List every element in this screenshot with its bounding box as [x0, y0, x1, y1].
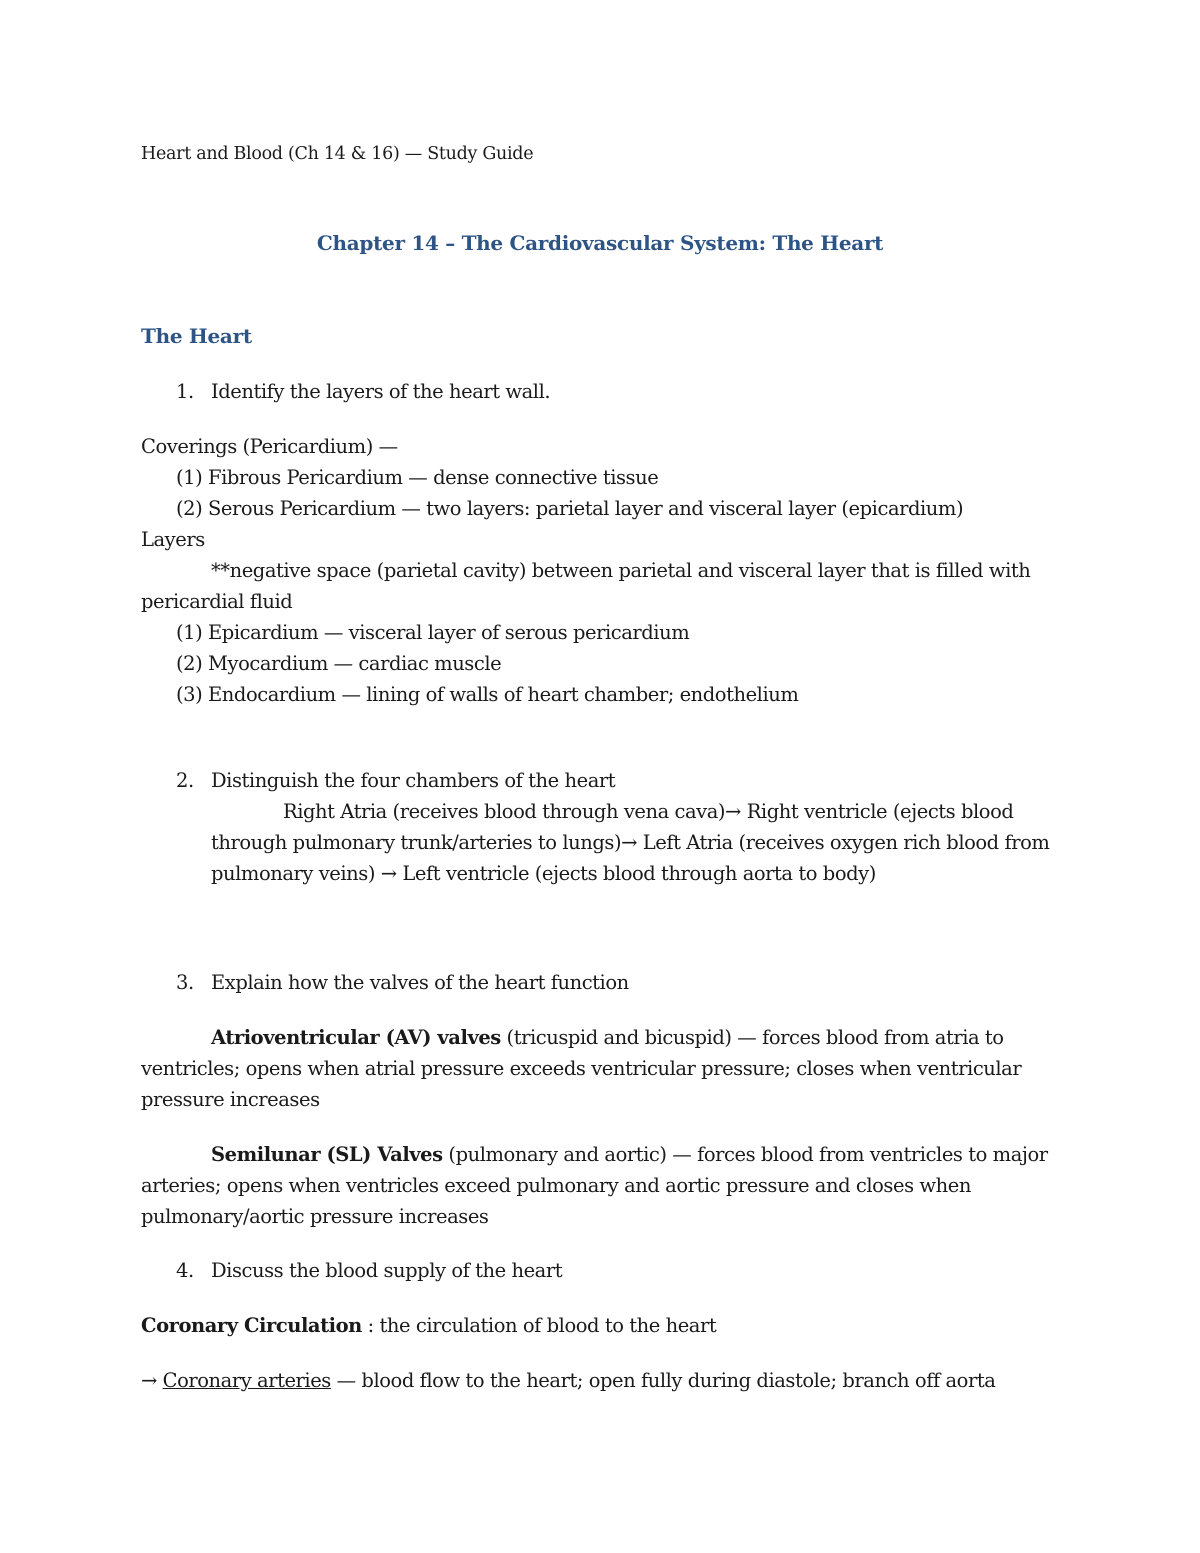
- av-valves-desc: (tricuspid and bicuspid) — forces blood from atria to: [500, 1026, 1004, 1049]
- av-valves-line: [211, 1026, 1004, 1050]
- chambers-answer-line: Right Atria (receives blood through vena cava)→ Right ventricle (ejects blood: [283, 800, 1014, 823]
- question-4-text: Discuss the blood supply of the heart: [211, 1259, 563, 1282]
- av-valves-line: ventricles; opens when atrial pressure exceeds ventricular pressure; closes when ventricular: [141, 1057, 1022, 1080]
- coverings-label: Coverings (Pericardium) —: [141, 435, 398, 458]
- question-3-number: 3.: [176, 971, 194, 994]
- coverings-item: (1) Fibrous Pericardium — dense connective tissue: [176, 466, 659, 489]
- question-4-number: 4.: [176, 1259, 194, 1282]
- coronary-circulation-line: [141, 1314, 716, 1338]
- av-valves-term: Atrioventricular (AV) valves: [211, 1026, 501, 1049]
- coronary-circulation-term: Coronary Circulation: [141, 1314, 362, 1337]
- question-3-text: Explain how the valves of the heart function: [211, 971, 629, 994]
- sl-valves-line: pulmonary/aortic pressure increases: [141, 1205, 489, 1228]
- sl-valves-term: Semilunar (SL) Valves: [211, 1143, 443, 1166]
- question-2-number: 2.: [176, 769, 194, 792]
- sl-valves-line: arteries; opens when ventricles exceed pulmonary and aortic pressure and closes when: [141, 1174, 971, 1197]
- chapter-heading: Chapter 14 – The Cardiovascular System: The Heart: [316, 231, 884, 255]
- question-1-number: 1.: [176, 380, 194, 403]
- arrow-icon: →: [141, 1369, 163, 1392]
- layers-note: pericardial fluid: [141, 590, 293, 613]
- sl-valves-desc: (pulmonary and aortic) — forces blood from ventricles to major: [442, 1143, 1048, 1166]
- coronary-arteries-desc: — blood flow to the heart; open fully during diastole; branch off aorta: [330, 1369, 996, 1392]
- coronary-circulation-desc: : the circulation of blood to the heart: [361, 1314, 717, 1337]
- document-title: Heart and Blood (Ch 14 & 16) — Study Guide: [141, 144, 534, 164]
- question-1-text: Identify the layers of the heart wall.: [211, 380, 551, 403]
- layers-item: (3) Endocardium — lining of walls of heart chamber; endothelium: [176, 683, 799, 706]
- sl-valves-line: [211, 1143, 1048, 1167]
- coronary-arteries-term: Coronary arteries: [162, 1369, 331, 1392]
- layers-item: (2) Myocardium — cardiac muscle: [176, 652, 502, 675]
- layers-item: (1) Epicardium — visceral layer of serous pericardium: [176, 621, 690, 644]
- av-valves-line: pressure increases: [141, 1088, 320, 1111]
- layers-label: Layers: [141, 528, 205, 551]
- layers-note: **negative space (parietal cavity) between parietal and visceral layer that is filled with: [211, 559, 1031, 582]
- question-2-text: Distinguish the four chambers of the heart: [211, 769, 616, 792]
- chambers-answer-line: pulmonary veins) → Left ventricle (ejects blood through aorta to body): [211, 862, 876, 885]
- section-heading: The Heart: [141, 324, 252, 348]
- chambers-answer-line: through pulmonary trunk/arteries to lungs)→ Left Atria (receives oxygen rich blood from: [211, 831, 1050, 854]
- coronary-arteries-line: [141, 1369, 995, 1393]
- coverings-item: (2) Serous Pericardium — two layers: parietal layer and visceral layer (epicardium): [176, 497, 964, 520]
